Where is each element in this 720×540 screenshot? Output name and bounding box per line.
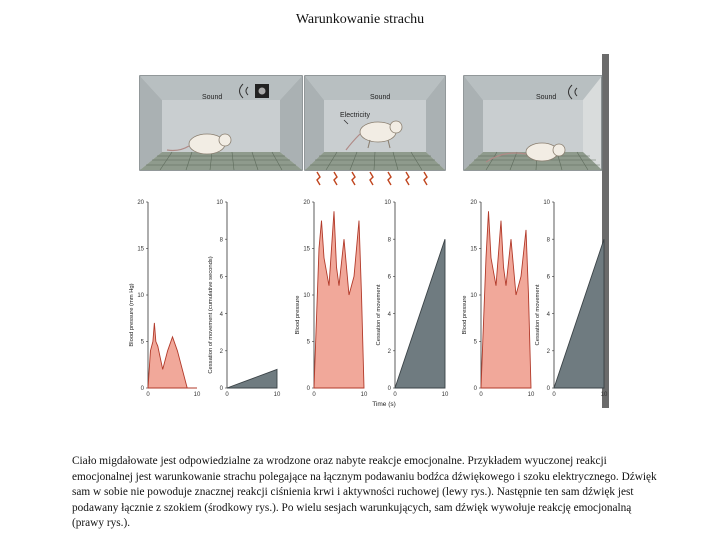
x-tick-label: 0 <box>479 392 483 398</box>
x-tick-label: 10 <box>441 392 449 398</box>
floor-grid <box>140 152 302 170</box>
y-tick-label: 5 <box>306 339 310 346</box>
y-tick-label: 2 <box>387 349 391 355</box>
y-tick-label: 10 <box>303 293 310 300</box>
x-tick-label: 0 <box>393 392 397 398</box>
y-tick-label: 0 <box>306 386 310 393</box>
y-tick-label: 15 <box>470 246 477 253</box>
figure-caption: Ciało migdałowate jest odpowiedzialne za wrodzone oraz nabyte reakcje emocjonalne. Przykładem wyuczonej reakcji emocjonalnej jest warunkowanie strachu polegające na łącznym podawaniu bodźca dźwiękowego i szoku elektrycznego. Dźwięk sam w sobie nie powoduje znacznej reakcji ciśnienia krwi i aktywności ruchowej (lewy rys.). Następnie ten sam dźwięk jest podawany łącznie z szokiem (środkowy rys.). Po wielu sesjach warunkujących, sam dźwięk wywołuje reakcję emocjonalną (prawy rys.). <box>72 455 657 529</box>
y-tick-label: 20 <box>470 200 477 207</box>
y-tick-label: 8 <box>387 237 391 244</box>
x-tick-label: 10 <box>360 392 368 398</box>
sound-label: Sound <box>202 94 223 101</box>
y-tick-label: 0 <box>473 386 477 393</box>
conditioning-box-left <box>140 76 302 170</box>
electricity-label: Electricity <box>340 112 370 119</box>
x-tick-label: 10 <box>193 392 201 398</box>
sound-label: Sound <box>370 94 391 101</box>
y-tick-label: 15 <box>303 246 310 253</box>
page-title: Warunkowanie strachu <box>295 12 425 27</box>
y-tick-label: 8 <box>219 237 223 244</box>
y-tick-label: 6 <box>546 274 550 281</box>
x-tick-label: 10 <box>600 392 608 398</box>
y-axis-label: Blood pressure (mm Hg) <box>129 283 135 347</box>
y-tick-label: 4 <box>387 311 391 318</box>
y-axis-label: Cessation of movement <box>376 284 382 346</box>
sound-label: Sound <box>536 94 557 101</box>
conditioning-box-middle <box>305 76 445 185</box>
y-axis-label: Blood pressure <box>295 295 301 335</box>
x-tick-label: 0 <box>225 392 229 398</box>
y-tick-label: 4 <box>219 311 223 318</box>
x-axis-label: Time (s) <box>372 401 396 408</box>
y-axis-label: Cessation of movement (cumulative seconds) <box>208 256 214 374</box>
y-tick-label: 10 <box>543 200 550 207</box>
y-tick-label: 5 <box>140 339 144 346</box>
x-tick-label: 0 <box>312 392 316 398</box>
x-tick-label: 0 <box>146 392 150 398</box>
y-tick-label: 2 <box>219 349 223 355</box>
y-tick-label: 5 <box>473 339 477 346</box>
figure-svg <box>112 54 609 408</box>
y-tick-label: 15 <box>137 246 144 253</box>
y-tick-label: 0 <box>219 386 223 393</box>
y-tick-label: 20 <box>303 200 310 207</box>
x-tick-label: 10 <box>273 392 281 398</box>
conditioning-box-right <box>464 76 602 170</box>
x-tick-label: 10 <box>527 392 535 398</box>
y-tick-label: 0 <box>387 386 391 393</box>
fear-conditioning-figure <box>112 54 609 408</box>
y-tick-label: 10 <box>470 293 477 300</box>
y-axis-label: Cessation of movement <box>535 284 541 346</box>
y-tick-label: 10 <box>216 200 223 207</box>
y-tick-label: 8 <box>546 237 550 244</box>
y-tick-label: 0 <box>140 386 144 393</box>
y-tick-label: 4 <box>546 311 550 318</box>
y-tick-label: 10 <box>384 200 391 207</box>
y-tick-label: 2 <box>546 349 550 355</box>
y-axis-label: Blood pressure <box>462 295 468 335</box>
x-tick-label: 0 <box>552 392 556 398</box>
y-tick-label: 6 <box>387 274 391 281</box>
y-tick-label: 10 <box>137 293 144 300</box>
y-tick-label: 6 <box>219 274 223 281</box>
y-tick-label: 20 <box>137 200 144 207</box>
y-tick-label: 0 <box>546 386 550 393</box>
